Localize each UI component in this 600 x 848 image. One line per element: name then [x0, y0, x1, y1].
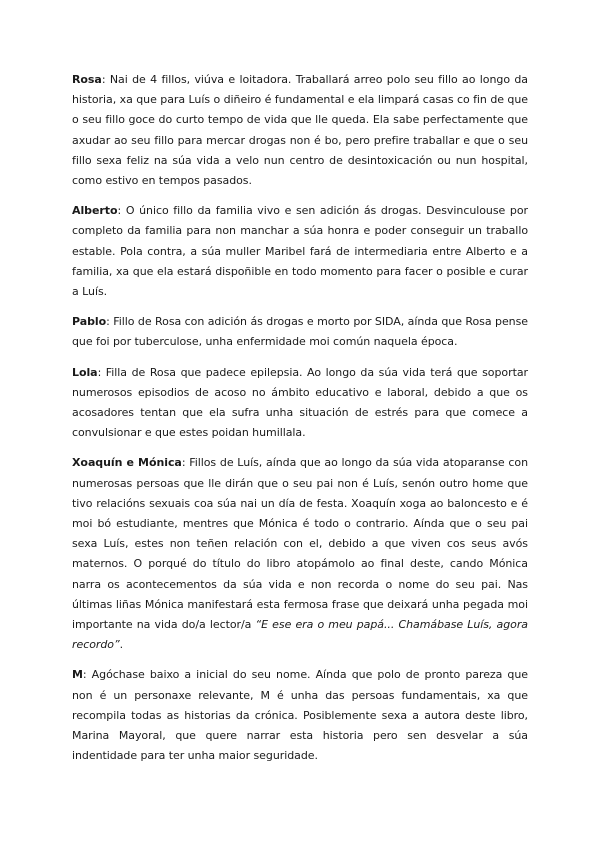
character-description: : O único fillo da familia vivo e sen adición ás drogas. Desvinculouse por completo da familia para non manchar a súa honra e poder conseguir un traballo estable. Pola contra, a súa muller Maribel fará de intermediaria entre Alberto e a familia, xa que ela estará dispoñible en todo momento para facer o posible e curar a Luís.: [72, 204, 528, 299]
character-name: Xoaquín e Mónica: [72, 456, 182, 470]
character-description: : Filla de Rosa que padece epilepsia. Ao longo da súa vida terá que soportar numerosos episodios de acoso no ámbito educativo e laboral, debido a que os acosadores tentan que ela sufra unha situación de estrés para que comece a convulsionar e que estes poidan humillala.: [72, 365, 528, 440]
character-entry-alberto: [72, 201, 528, 302]
character-name: M: [72, 668, 83, 682]
character-entry-m: [72, 665, 528, 766]
character-name: Pablo: [72, 315, 107, 329]
character-name: Lola: [72, 365, 98, 379]
character-description: : Fillo de Rosa con adición ás drogas e morto por SIDA, aínda que Rosa pense que foi por tuberculose, unha enfermidade moi común naquela época.: [72, 315, 528, 349]
character-description: : Fillos de Luís, aínda que ao longo da súa vida atoparanse con numerosas persoas que lle dirán que o seu pai non é Luís, senón outro home que tivo relacións sexuais coa súa nai un día de festa. Xoaquín xoga ao baloncesto e é moi bó estudiante, mentres que Mónica é todo o contrario. Aínda que o seu pai sexa Luís, estes non teñen relación con el, debido a que viven cos seus avós maternos. O porqué do título do libro atopámolo ao final deste, cando Mónica narra os acontecementos da súa vida e non recorda o nome do seu pai. Nas últimas liñas Mónica manifestará esta fermosa frase que deixará unha pegada moi importante na vida do/a lector/a: [72, 456, 529, 632]
closing-quote: “E ese era o meu papá... Chamábase Luís, agora recordo”: [72, 618, 528, 652]
character-entry-lola: [72, 363, 528, 444]
character-entry-rosa: [72, 70, 528, 191]
closing-punctuation: .: [119, 638, 124, 652]
character-description: : Nai de 4 fillos, viúva e loitadora. Traballará arreo polo seu fillo ao longo da historia, xa que para Luís o diñeiro é fundamental e ela limpará casas co fin de que o seu fillo goce do curto tempo de vida que lle queda. Ela sabe perfectamente que axudar ao seu fillo para mercar drogas non é bo, pero prefire traballar e que o seu fillo sexa feliz na súa vida a velo nun centro de desintoxicación ou nun hospital, como estivo en tempos pasados.: [72, 73, 528, 188]
character-description: : Agóchase baixo a inicial do seu nome. Aínda que polo de pronto pareza que non é un personaxe relevante, M é unha das persoas fundamentais, xa que recompila todas as historias da crónica. Posiblemente sexa a autora deste libro, Marina Mayoral, que quere narrar esta historia pero sen desvelar a súa indentidade para ter unha maior seguridade.: [72, 668, 528, 763]
character-name: Rosa: [72, 73, 102, 86]
character-name: Alberto: [72, 204, 118, 218]
character-entry-xoaquin-monica: [72, 453, 528, 655]
character-entry-pablo: [72, 312, 528, 352]
